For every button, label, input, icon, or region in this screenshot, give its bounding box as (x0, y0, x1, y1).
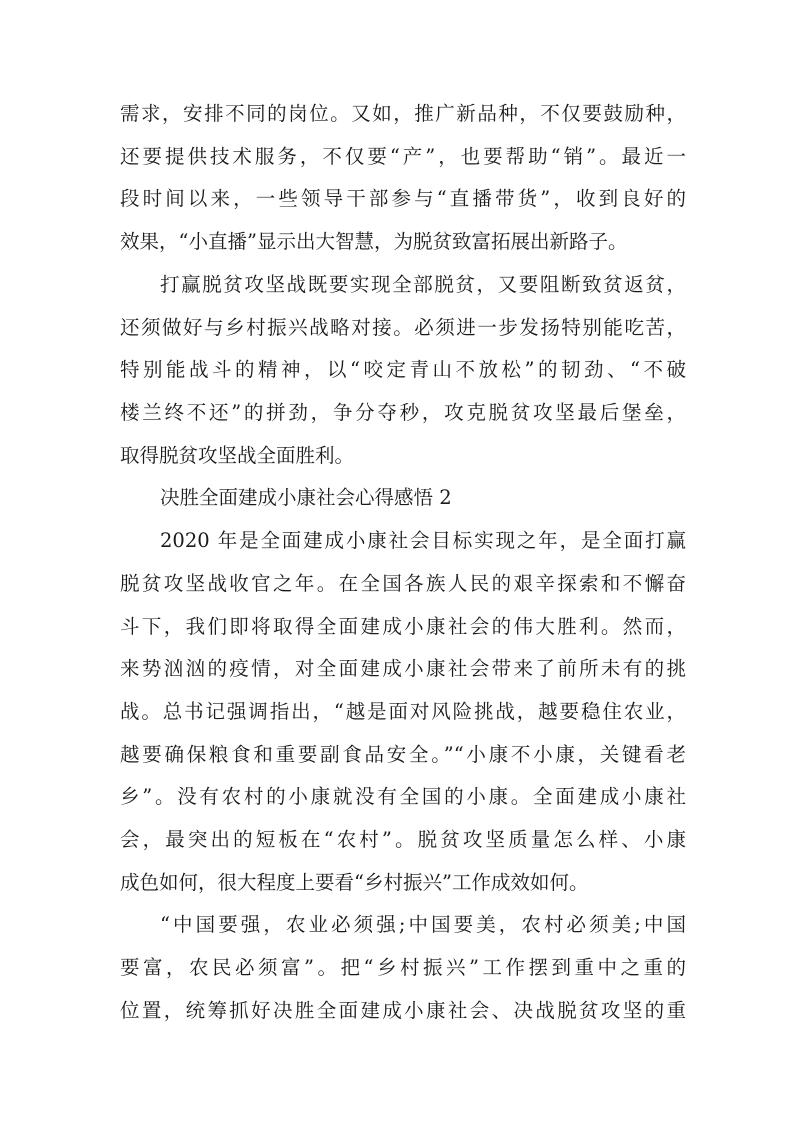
text-line: 脱贫攻坚战收官之年。在全国各族人民的艰辛探索和不懈奋 (120, 572, 686, 595)
text-line: 还须做好与乡村振兴战略对接。必须进一步发扬特别能吃苦， (120, 316, 686, 339)
text-line: 段时间以来，一些领导干部参与“直播带货”，收到良好的 (120, 187, 686, 210)
text-line: 斗下，我们即将取得全面建成小康社会的伟大胜利。然而， (120, 615, 686, 638)
text-line: 位置，统筹抓好决胜全面建成小康社会、决战脱贫攻坚的重 (120, 999, 686, 1022)
paragraph-first-line: 2020 年是全面建成小康社会目标实现之年，是全面打赢 (160, 529, 686, 552)
text-line: 需求，安排不同的岗位。又如，推广新品种，不仅要鼓励种， (120, 102, 686, 125)
text-line: 来势汹汹的疫情，对全面建成小康社会带来了前所未有的挑 (120, 657, 686, 680)
text-line: 越要确保粮食和重要副食品安全。”“小康不小康，关键看老 (120, 743, 686, 766)
text-line: 成色如何，很大程度上要看“乡村振兴”工作成效如何。 (120, 871, 589, 894)
text-line: 还要提供技术服务，不仅要“产”，也要帮助“销”。最近一 (120, 145, 686, 168)
text-line: 会，最突出的短板在“农村”。脱贫攻坚质量怎么样、小康 (120, 828, 686, 851)
paragraph-first-line: 打赢脱贫攻坚战既要实现全部脱贫，又要阻断致贫返贫， (160, 273, 686, 296)
text-line: 效果，“小直播”显示出大智慧，为脱贫致富拓展出新路子。 (120, 230, 628, 253)
text-line: 乡”。没有农村的小康就没有全国的小康。全面建成小康社 (120, 785, 686, 808)
text-line: 特别能战斗的精神，以“咬定青山不放松”的韧劲、“不破 (120, 358, 686, 381)
text-line: 要富，农民必须富”。把“乡村振兴”工作摆到重中之重的 (120, 956, 686, 979)
text-line: 取得脱贫攻坚战全面胜利。 (120, 444, 355, 467)
text-line: 战。总书记强调指出，“越是面对风险挑战，越要稳住农业， (120, 700, 686, 723)
section-heading: 决胜全面建成小康社会心得感悟 2 (160, 486, 452, 509)
text-line: 楼兰终不还”的拼劲，争分夺秒，攻克脱贫攻坚最后堡垒， (120, 401, 686, 424)
paragraph-first-line: “中国要强，农业必须强;中国要美，农村必须美;中国 (160, 913, 686, 936)
